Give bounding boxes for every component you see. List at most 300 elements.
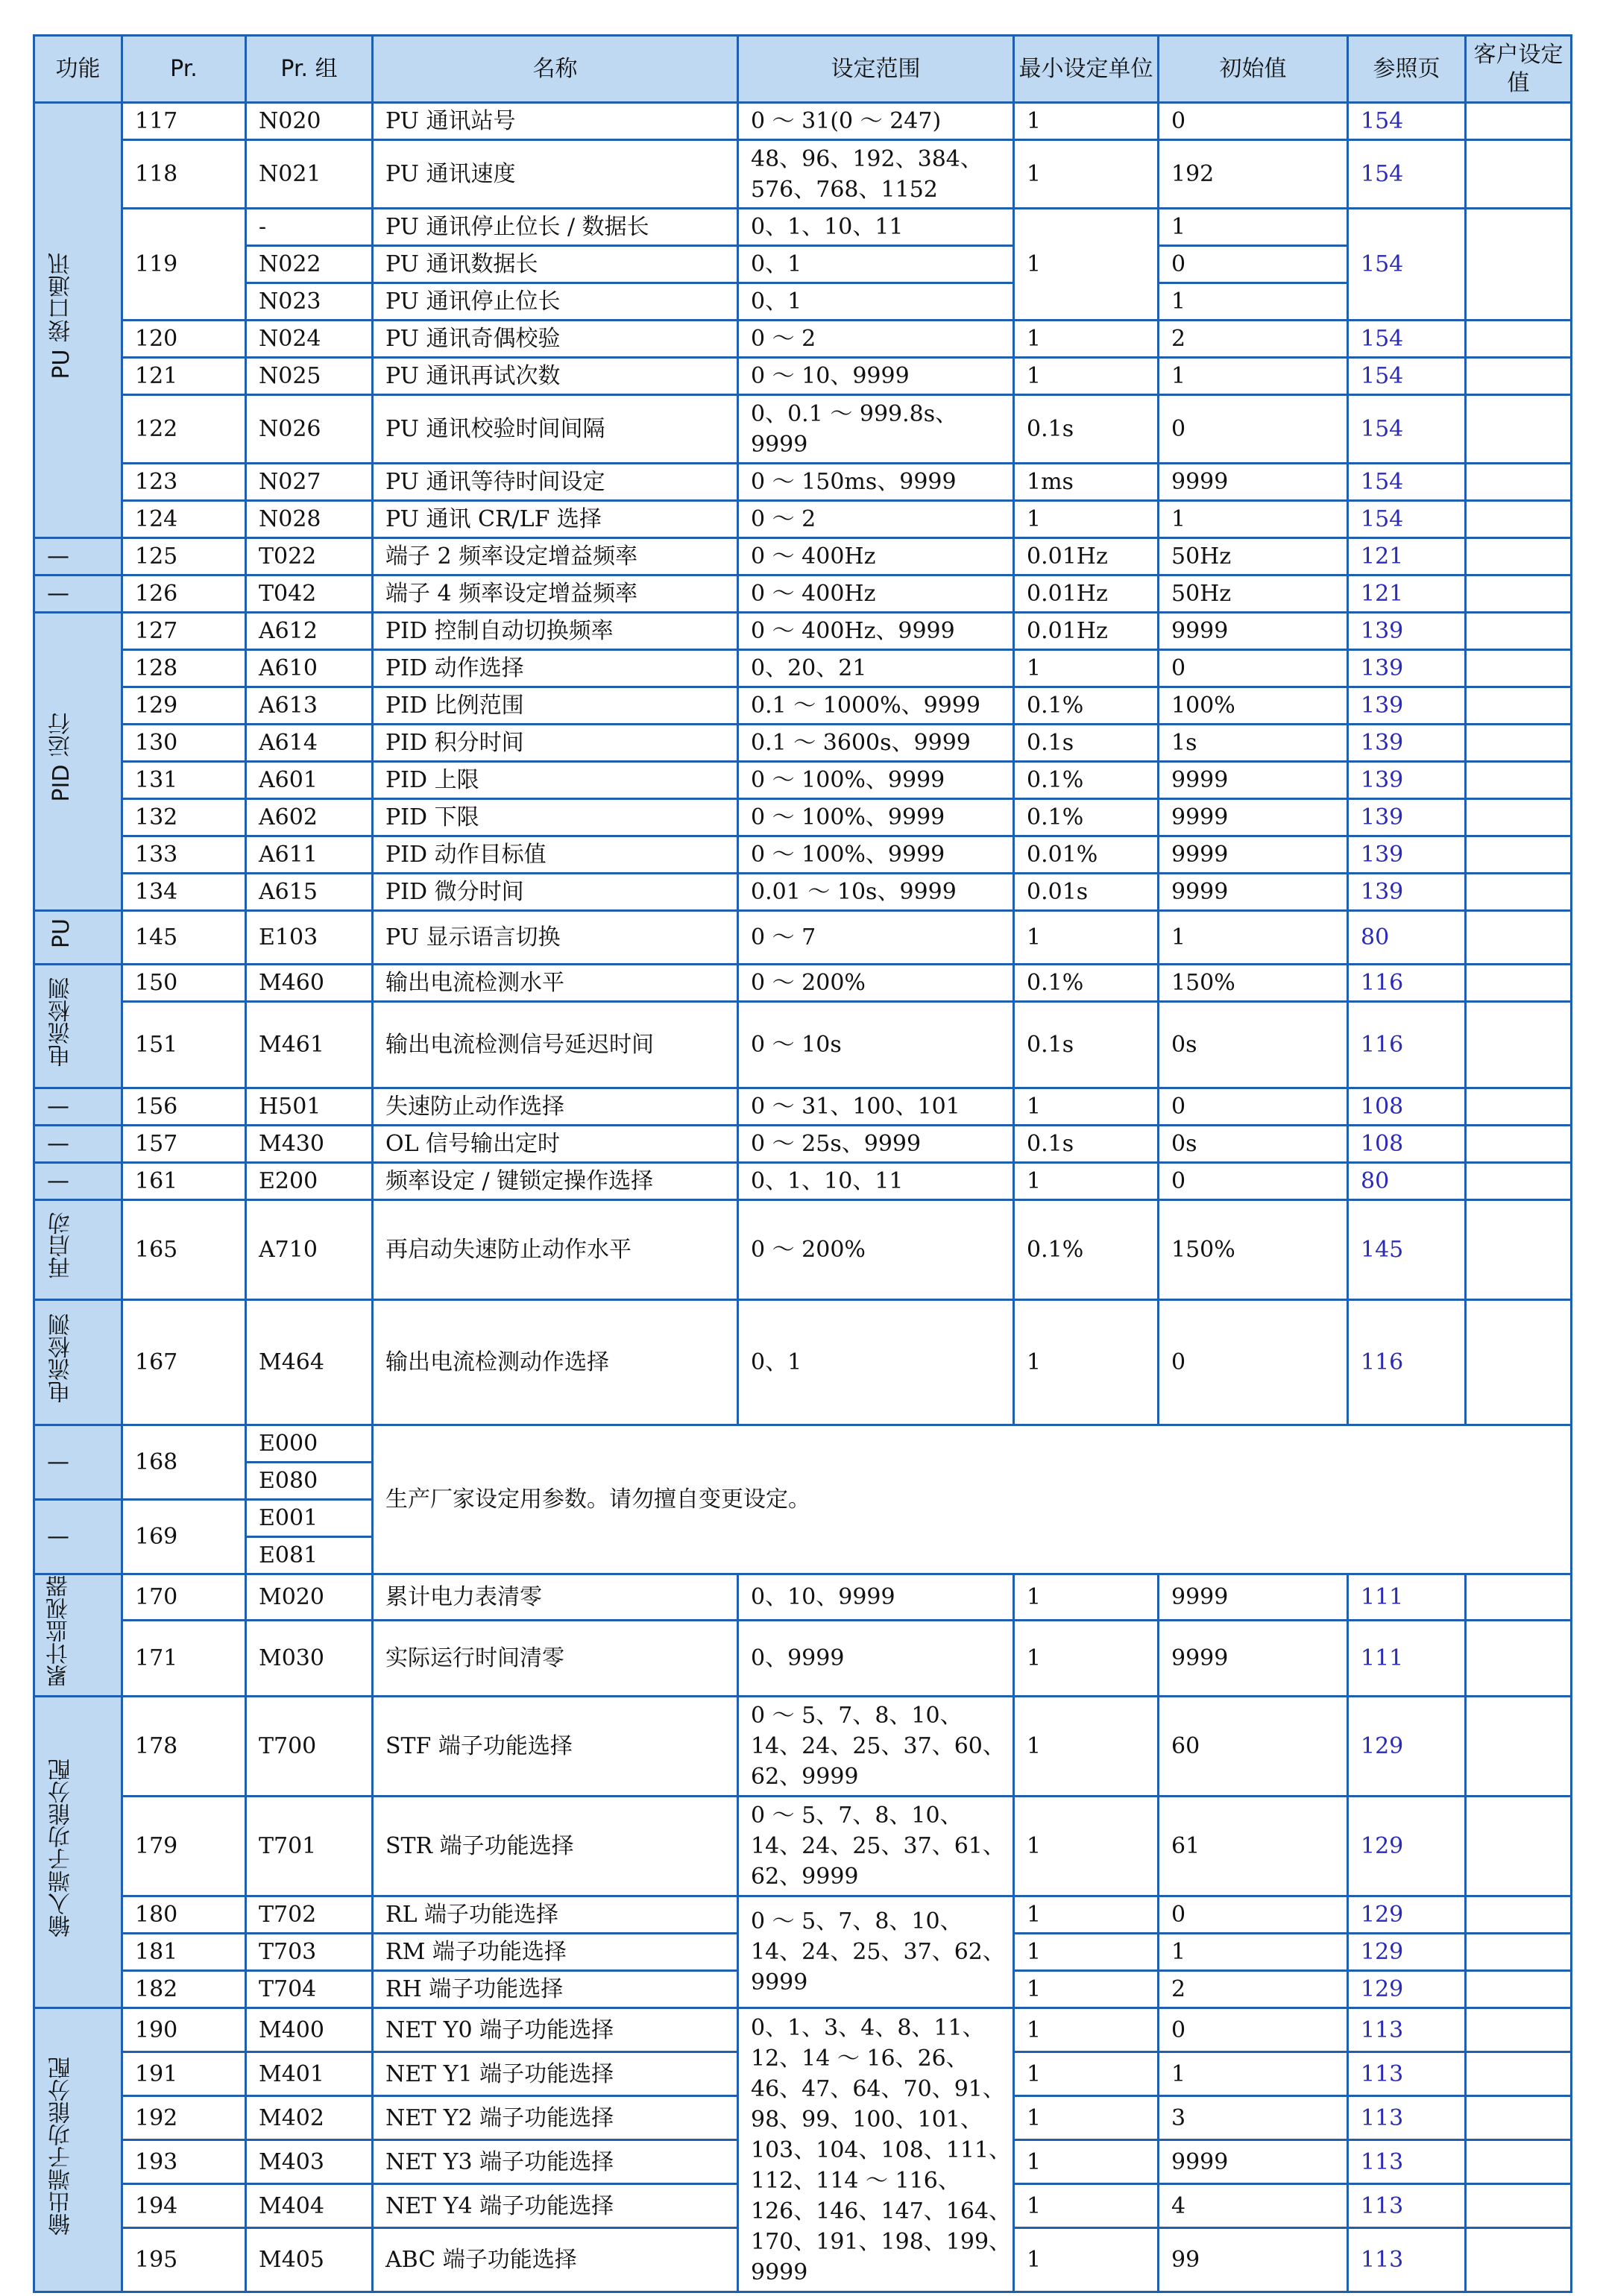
name-cell: PU 通讯数据长	[373, 246, 738, 283]
header-pr-group: Pr. 组	[246, 36, 373, 103]
customer-cell	[1466, 1934, 1572, 1971]
header-ref-page: 参照页	[1348, 36, 1466, 103]
pr-cell: 167	[122, 1300, 246, 1425]
group-cell	[34, 1300, 122, 1425]
table-row	[34, 2008, 1572, 2052]
table-row	[34, 283, 1572, 321]
name-cell: 实际运行时间清零	[373, 1621, 738, 1697]
name-cell: RM 端子功能选择	[373, 1934, 738, 1971]
pr-cell: 127	[122, 613, 246, 650]
prgroup-cell: M403	[246, 2140, 373, 2184]
prgroup-cell: M430	[246, 1126, 373, 1163]
table-row	[34, 911, 1572, 965]
table-row	[34, 613, 1572, 650]
table-row	[34, 836, 1572, 874]
header-initial: 初始值	[1159, 36, 1348, 103]
pr-cell: 131	[122, 762, 246, 799]
init-cell: 0	[1159, 1163, 1348, 1200]
pr-cell: 157	[122, 1126, 246, 1163]
ref-page-link[interactable]: 121	[1348, 575, 1466, 613]
customer-cell	[1466, 2228, 1572, 2292]
group-cell	[34, 1200, 122, 1300]
unit-cell: 1	[1014, 1896, 1159, 1934]
table-row	[34, 1126, 1572, 1163]
range-cell: 0.01 ～ 10s、9999	[738, 874, 1014, 911]
init-cell: 0	[1159, 103, 1348, 140]
customer-cell	[1466, 687, 1572, 725]
unit-cell: 1	[1014, 1574, 1159, 1621]
name-cell: PU 通讯站号	[373, 103, 738, 140]
ref-page-link[interactable]: 129	[1348, 1971, 1466, 2008]
table-row	[34, 538, 1572, 575]
unit-cell: 0.01Hz	[1014, 613, 1159, 650]
name-cell: PU 通讯奇偶校验	[373, 321, 738, 358]
customer-cell	[1466, 2008, 1572, 2052]
customer-cell	[1466, 321, 1572, 358]
prgroup-cell: T042	[246, 575, 373, 613]
group-label: —	[47, 1524, 69, 1550]
ref-page-link[interactable]: 108	[1348, 1088, 1466, 1126]
init-cell: 61	[1159, 1797, 1348, 1896]
group-cell	[34, 1425, 122, 1500]
pr-cell: 145	[122, 911, 246, 965]
ref-page-link[interactable]: 116	[1348, 1002, 1466, 1088]
init-cell: 1	[1159, 1934, 1348, 1971]
init-cell: 0	[1159, 246, 1348, 283]
prgroup-cell: A610	[246, 650, 373, 687]
range-cell: 0 ～ 5、7、8、10、14、24、25、37、61、62、9999	[738, 1797, 1014, 1896]
pr-cell: 180	[122, 1896, 246, 1934]
pr-cell: 129	[122, 687, 246, 725]
unit-cell: 0.01%	[1014, 836, 1159, 874]
ref-page-link[interactable]: 113	[1348, 2140, 1466, 2184]
ref-page-link[interactable]: 154	[1348, 103, 1466, 140]
prgroup-cell: A613	[246, 687, 373, 725]
customer-cell	[1466, 1126, 1572, 1163]
range-cell: 0、1、3、4、8、11、12、14 ～ 16、26、46、47、64、70、91、98、99、100、101、103、104、108、111、112、114 ～ 116、126、146、147、164、170、191、198、199、9999	[738, 2008, 1014, 2292]
ref-page-link[interactable]: 80	[1348, 1163, 1466, 1200]
prgroup-cell: N022	[246, 246, 373, 283]
init-cell: 9999	[1159, 464, 1348, 501]
ref-page-link[interactable]: 139	[1348, 762, 1466, 799]
ref-page-link[interactable]: 113	[1348, 2052, 1466, 2096]
init-cell: 1	[1159, 283, 1348, 321]
ref-page-link[interactable]: 80	[1348, 911, 1466, 965]
prgroup-cell: T702	[246, 1896, 373, 1934]
pr-cell: 119	[122, 209, 246, 321]
ref-page-link[interactable]: 154	[1348, 501, 1466, 538]
unit-cell: 1	[1014, 911, 1159, 965]
ref-page-link[interactable]: 145	[1348, 1200, 1466, 1300]
factory-note: 生产厂家设定用参数。请勿擅自变更设定。	[373, 1425, 1572, 1574]
table-row	[34, 246, 1572, 283]
prgroup-cell: E080	[246, 1463, 373, 1500]
init-cell: 192	[1159, 140, 1348, 209]
name-cell: PU 通讯停止位长	[373, 283, 738, 321]
name-cell: PID 积分时间	[373, 725, 738, 762]
unit-cell: 0.1s	[1014, 1002, 1159, 1088]
ref-page-link[interactable]: 154	[1348, 395, 1466, 464]
name-cell: PID 上限	[373, 762, 738, 799]
group-label: PU 接口通讯	[48, 253, 75, 379]
pr-cell: 117	[122, 103, 246, 140]
group-cell	[34, 613, 122, 911]
unit-cell: 1	[1014, 501, 1159, 538]
header-row	[34, 36, 1572, 103]
unit-cell: 0.1s	[1014, 1126, 1159, 1163]
range-cell: 0 ～ 2	[738, 321, 1014, 358]
customer-cell	[1466, 1200, 1572, 1300]
unit-cell: 1	[1014, 358, 1159, 395]
init-cell: 2	[1159, 1971, 1348, 2008]
init-cell: 0	[1159, 650, 1348, 687]
prgroup-cell: E103	[246, 911, 373, 965]
ref-page-link[interactable]: 113	[1348, 2184, 1466, 2228]
prgroup-cell: E000	[246, 1425, 373, 1463]
prgroup-cell: E081	[246, 1537, 373, 1574]
init-cell: 0s	[1159, 1002, 1348, 1088]
range-cell: 0 ～ 100%、9999	[738, 836, 1014, 874]
range-cell: 0 ～ 31、100、101	[738, 1088, 1014, 1126]
range-cell: 0 ～ 200%	[738, 965, 1014, 1002]
table-row	[34, 1088, 1572, 1126]
pr-cell: 128	[122, 650, 246, 687]
unit-cell: 0.1s	[1014, 725, 1159, 762]
customer-cell	[1466, 395, 1572, 464]
range-cell: 0、1	[738, 283, 1014, 321]
customer-cell	[1466, 1697, 1572, 1797]
pr-cell: 191	[122, 2052, 246, 2096]
unit-cell: 1	[1014, 140, 1159, 209]
name-cell: 输出电流检测水平	[373, 965, 738, 1002]
range-cell: 0.1 ～ 3600s、9999	[738, 725, 1014, 762]
init-cell: 150%	[1159, 1200, 1348, 1300]
customer-cell	[1466, 836, 1572, 874]
header-function: 功能	[34, 36, 122, 103]
table-row	[34, 965, 1572, 1002]
table-row	[34, 650, 1572, 687]
pr-cell: 121	[122, 358, 246, 395]
name-cell: 累计电力表清零	[373, 1574, 738, 1621]
unit-cell: 1	[1014, 2008, 1159, 2052]
unit-cell: 0.1%	[1014, 799, 1159, 836]
header-customer: 客户设定值	[1466, 36, 1572, 103]
prgroup-cell: M460	[246, 965, 373, 1002]
unit-cell: 0.1%	[1014, 1200, 1159, 1300]
customer-cell	[1466, 140, 1572, 209]
ref-page-link[interactable]: 139	[1348, 725, 1466, 762]
ref-page-link[interactable]: 113	[1348, 2008, 1466, 2052]
prgroup-cell: A710	[246, 1200, 373, 1300]
customer-cell	[1466, 1574, 1572, 1621]
unit-cell: 0.01Hz	[1014, 575, 1159, 613]
table-row	[34, 1896, 1572, 1934]
range-cell: 0 ～ 10s	[738, 1002, 1014, 1088]
unit-cell: 1	[1014, 2052, 1159, 2096]
table-row	[34, 1797, 1572, 1896]
group-cell	[34, 103, 122, 538]
name-cell: STR 端子功能选择	[373, 1797, 738, 1896]
ref-page-link[interactable]: 154	[1348, 321, 1466, 358]
init-cell: 1s	[1159, 725, 1348, 762]
pr-cell: 134	[122, 874, 246, 911]
prgroup-cell: H501	[246, 1088, 373, 1126]
table-row	[34, 103, 1572, 140]
range-cell: 0、10、9999	[738, 1574, 1014, 1621]
prgroup-cell: N023	[246, 283, 373, 321]
range-cell: 0、9999	[738, 1621, 1014, 1697]
pr-cell: 124	[122, 501, 246, 538]
customer-cell	[1466, 464, 1572, 501]
prgroup-cell: M405	[246, 2228, 373, 2292]
ref-page-link[interactable]: 154	[1348, 209, 1466, 321]
table-row	[34, 464, 1572, 501]
customer-cell	[1466, 1163, 1572, 1200]
customer-cell	[1466, 762, 1572, 799]
init-cell: 9999	[1159, 1621, 1348, 1697]
name-cell: 输出电流检测信号延迟时间	[373, 1002, 738, 1088]
prgroup-cell: A611	[246, 836, 373, 874]
init-cell: 60	[1159, 1697, 1348, 1797]
customer-cell	[1466, 1300, 1572, 1425]
ref-page-link[interactable]: 139	[1348, 687, 1466, 725]
name-cell: PU 通讯 CR/LF 选择	[373, 501, 738, 538]
init-cell: 0	[1159, 1088, 1348, 1126]
range-cell: 0 ～ 400Hz	[738, 575, 1014, 613]
customer-cell	[1466, 2096, 1572, 2140]
prgroup-cell: M400	[246, 2008, 373, 2052]
range-cell: 48、96、192、384、576、768、1152	[738, 140, 1014, 209]
unit-cell: 1	[1014, 321, 1159, 358]
customer-cell	[1466, 1621, 1572, 1697]
range-cell: 0、1	[738, 246, 1014, 283]
table-row	[34, 1002, 1572, 1088]
name-cell: 失速防止动作选择	[373, 1088, 738, 1126]
table-row	[34, 687, 1572, 725]
init-cell: 0	[1159, 1300, 1348, 1425]
init-cell: 1	[1159, 501, 1348, 538]
prgroup-cell: T701	[246, 1797, 373, 1896]
init-cell: 9999	[1159, 762, 1348, 799]
customer-cell	[1466, 358, 1572, 395]
table-row	[34, 1300, 1572, 1425]
table-row	[34, 209, 1572, 246]
ref-page-link[interactable]: 154	[1348, 358, 1466, 395]
customer-cell	[1466, 103, 1572, 140]
pr-cell: 130	[122, 725, 246, 762]
name-cell: PU 显示语言切换	[373, 911, 738, 965]
prgroup-cell: N027	[246, 464, 373, 501]
prgroup-cell: E001	[246, 1500, 373, 1537]
unit-cell: 0.1%	[1014, 965, 1159, 1002]
init-cell: 9999	[1159, 1574, 1348, 1621]
table-row	[34, 395, 1572, 464]
ref-page-link[interactable]: 129	[1348, 1797, 1466, 1896]
customer-cell	[1466, 874, 1572, 911]
unit-cell: 1	[1014, 650, 1159, 687]
prgroup-cell: M404	[246, 2184, 373, 2228]
group-label: PU	[48, 918, 75, 949]
pr-cell: 195	[122, 2228, 246, 2292]
ref-page-link[interactable]: 129	[1348, 1934, 1466, 1971]
name-cell: PU 通讯速度	[373, 140, 738, 209]
prgroup-cell: T022	[246, 538, 373, 575]
group-cell	[34, 1126, 122, 1163]
customer-cell	[1466, 1797, 1572, 1896]
prgroup-cell: E200	[246, 1163, 373, 1200]
table-row	[34, 140, 1572, 209]
pr-cell: 123	[122, 464, 246, 501]
init-cell: 100%	[1159, 687, 1348, 725]
ref-page-link[interactable]: 139	[1348, 836, 1466, 874]
table-row	[34, 575, 1572, 613]
header-pr: Pr.	[122, 36, 246, 103]
name-cell: PU 通讯停止位长 / 数据长	[373, 209, 738, 246]
ref-page-link[interactable]: 111	[1348, 1574, 1466, 1621]
init-cell: 1	[1159, 358, 1348, 395]
customer-cell	[1466, 1971, 1572, 2008]
range-cell: 0 ～ 7	[738, 911, 1014, 965]
group-cell	[34, 1163, 122, 1200]
ref-page-link[interactable]: 139	[1348, 874, 1466, 911]
init-cell: 0	[1159, 395, 1348, 464]
group-label: 输入端子功能分配	[48, 1759, 75, 1937]
name-cell: 频率设定 / 键锁定操作选择	[373, 1163, 738, 1200]
init-cell: 0s	[1159, 1126, 1348, 1163]
name-cell: PU 通讯再试次数	[373, 358, 738, 395]
prgroup-cell: N020	[246, 103, 373, 140]
range-cell: 0、0.1 ～ 999.8s、9999	[738, 395, 1014, 464]
ref-page-link[interactable]: 116	[1348, 965, 1466, 1002]
unit-cell: 1	[1014, 1934, 1159, 1971]
range-cell: 0 ～ 200%	[738, 1200, 1014, 1300]
unit-cell: 1	[1014, 1163, 1159, 1200]
customer-cell	[1466, 725, 1572, 762]
pr-cell: 133	[122, 836, 246, 874]
ref-page-link[interactable]: 129	[1348, 1896, 1466, 1934]
group-label: PID 运行	[48, 713, 75, 802]
range-cell: 0 ～ 2	[738, 501, 1014, 538]
prgroup-cell: M464	[246, 1300, 373, 1425]
ref-page-link[interactable]: 139	[1348, 650, 1466, 687]
pr-cell: 165	[122, 1200, 246, 1300]
name-cell: NET Y1 端子功能选择	[373, 2052, 738, 2096]
prgroup-cell: T703	[246, 1934, 373, 1971]
unit-cell: 1	[1014, 2184, 1159, 2228]
prgroup-cell: A602	[246, 799, 373, 836]
pr-cell: 190	[122, 2008, 246, 2052]
name-cell: 端子 2 频率设定增益频率	[373, 538, 738, 575]
prgroup-cell: A601	[246, 762, 373, 799]
range-cell: 0 ～ 10、9999	[738, 358, 1014, 395]
ref-page-link[interactable]: 111	[1348, 1621, 1466, 1697]
init-cell: 50Hz	[1159, 575, 1348, 613]
ref-page-link[interactable]: 108	[1348, 1126, 1466, 1163]
customer-cell	[1466, 538, 1572, 575]
ref-page-link[interactable]: 154	[1348, 140, 1466, 209]
name-cell: PID 动作选择	[373, 650, 738, 687]
unit-cell: 1	[1014, 2228, 1159, 2292]
prgroup-cell: M402	[246, 2096, 373, 2140]
range-cell: 0 ～ 5、7、8、10、14、24、25、37、60、62、9999	[738, 1697, 1014, 1797]
ref-page-link[interactable]: 139	[1348, 613, 1466, 650]
pr-cell: 132	[122, 799, 246, 836]
ref-page-link[interactable]: 139	[1348, 799, 1466, 836]
range-cell: 0 ～ 25s、9999	[738, 1126, 1014, 1163]
range-cell: 0、1、10、11	[738, 209, 1014, 246]
range-cell: 0 ～ 100%、9999	[738, 799, 1014, 836]
name-cell: PU 通讯校验时间间隔	[373, 395, 738, 464]
group-cell	[34, 911, 122, 965]
ref-page-link[interactable]: 129	[1348, 1697, 1466, 1797]
unit-cell: 1	[1014, 1697, 1159, 1797]
ref-page-link[interactable]: 154	[1348, 464, 1466, 501]
table-row	[34, 1163, 1572, 1200]
init-cell: 9999	[1159, 613, 1348, 650]
group-label: —	[47, 1094, 69, 1120]
prgroup-cell: N021	[246, 140, 373, 209]
unit-cell: 1	[1014, 103, 1159, 140]
ref-page-link[interactable]: 121	[1348, 538, 1466, 575]
prgroup-cell: A612	[246, 613, 373, 650]
customer-cell	[1466, 209, 1572, 321]
group-label: —	[47, 1131, 69, 1157]
init-cell: 1	[1159, 2052, 1348, 2096]
pr-cell: 169	[122, 1500, 246, 1574]
name-cell: OL 信号输出定时	[373, 1126, 738, 1163]
name-cell: 再启动失速防止动作水平	[373, 1200, 738, 1300]
pr-cell: 125	[122, 538, 246, 575]
prgroup-cell: A615	[246, 874, 373, 911]
init-cell: 1	[1159, 911, 1348, 965]
group-label: 输出端子功能分配	[48, 2056, 75, 2236]
init-cell: 9999	[1159, 2140, 1348, 2184]
ref-page-link[interactable]: 116	[1348, 1300, 1466, 1425]
pr-cell: 118	[122, 140, 246, 209]
prgroup-cell: M401	[246, 2052, 373, 2096]
group-cell	[34, 1574, 122, 1697]
table-row	[34, 321, 1572, 358]
group-cell	[34, 538, 122, 575]
unit-cell: 1	[1014, 1300, 1159, 1425]
customer-cell	[1466, 1088, 1572, 1126]
group-label: 再启动	[48, 1212, 75, 1279]
prgroup-cell: N026	[246, 395, 373, 464]
pr-cell: 194	[122, 2184, 246, 2228]
unit-cell: 1	[1014, 2096, 1159, 2140]
pr-cell: 171	[122, 1621, 246, 1697]
name-cell: 端子 4 频率设定增益频率	[373, 575, 738, 613]
name-cell: RH 端子功能选择	[373, 1971, 738, 2008]
init-cell: 4	[1159, 2184, 1348, 2228]
pr-cell: 170	[122, 1574, 246, 1621]
ref-page-link[interactable]: 113	[1348, 2096, 1466, 2140]
prgroup-cell: T704	[246, 1971, 373, 2008]
pr-cell: 161	[122, 1163, 246, 1200]
group-label: —	[47, 1168, 69, 1194]
customer-cell	[1466, 965, 1572, 1002]
ref-page-link[interactable]: 113	[1348, 2228, 1466, 2292]
pr-cell: 168	[122, 1425, 246, 1500]
prgroup-cell: N024	[246, 321, 373, 358]
pr-cell: 179	[122, 1797, 246, 1896]
customer-cell	[1466, 613, 1572, 650]
name-cell: PID 微分时间	[373, 874, 738, 911]
table-row	[34, 1697, 1572, 1797]
init-cell: 9999	[1159, 836, 1348, 874]
group-cell	[34, 1500, 122, 1574]
group-label: —	[47, 543, 69, 570]
